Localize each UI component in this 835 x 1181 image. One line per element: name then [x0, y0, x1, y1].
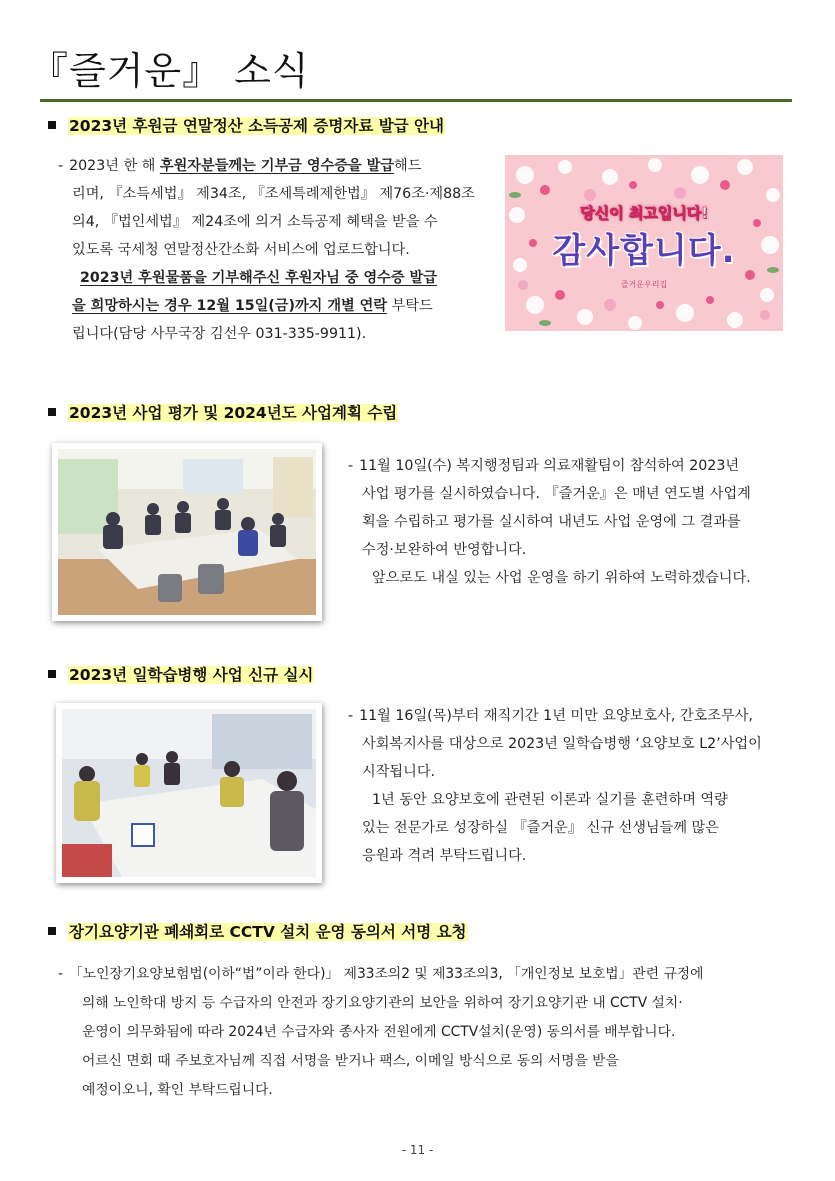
- paragraph-line: - 「노인장기요양보험법(이하“법”이라 한다)」 제33조의2 및 제33조의3, 「개인정보 보호법」관련 규정에: [58, 966, 704, 982]
- page-number: - 11 -: [401, 1143, 434, 1157]
- paragraph-line: 획을 수립하고 평가를 실시하여 내년도 사업 운영에 그 결과를: [362, 514, 741, 530]
- evaluation-paragraph: [348, 452, 751, 592]
- paragraph-line: 수정·보완하여 반영합니다.: [362, 542, 527, 558]
- paragraph-line: 리며, 『소득세법』 제34조, 『조세특례제한법』 제76조·제88조: [72, 186, 475, 202]
- section-heading-text: 장기요양기관 폐쇄회로 CCTV 설치 운영 동의서 서명 요청: [69, 923, 467, 941]
- paragraph-line: 사업 평가를 실시하였습니다. 『즐거운』은 매년 연도별 사업계: [362, 486, 751, 502]
- paragraph-line: 운영이 의무화됨에 따라 2024년 수급자와 종사자 전원에게 CCTV설치(운영) 동의서를 배부합니다.: [82, 1024, 676, 1040]
- paragraph-line: 의해 노인학대 방지 등 수급자의 안전과 장기요양기관의 보안을 위하여 장기요양기관 내 CCTV 설치·: [82, 995, 683, 1011]
- bold-underline-text: 2023년 후원물품을 기부해주신 후원자님 중 영수증 발급: [80, 270, 437, 286]
- paragraph-line: 있는 전문가로 성장하실 『즐거운』 신규 선생님들께 많은: [362, 820, 719, 836]
- paragraph-line: - 2023년 한 해 후원자분들께는 기부금 영수증을 발급해드: [58, 158, 422, 174]
- section-heading-donation: [48, 114, 445, 136]
- square-bullet-icon: [48, 670, 56, 678]
- section-heading-text: 2023년 사업 평가 및 2024년도 사업계획 수립: [69, 404, 398, 422]
- section-heading-text: 2023년 후원금 연말정산 소득공제 증명자료 발급 안내: [69, 117, 444, 135]
- donation-paragraph: [58, 152, 475, 348]
- square-bullet-icon: [48, 121, 56, 129]
- paragraph-line: 시작됩니다.: [362, 764, 436, 780]
- page-title: 『즐거운』 소식: [30, 49, 310, 93]
- paragraph-line: - 11월 16일(목)부터 재직기간 1년 미만 요양보호사, 간호조무사,: [348, 708, 753, 724]
- meeting-photo: [52, 443, 322, 621]
- paragraph-line: 1년 동안 요양보호에 관련된 이론과 실기를 훈련하며 역량: [372, 792, 728, 808]
- paragraph-line: [58, 264, 475, 292]
- banner-title: 감사합니다.: [552, 231, 736, 271]
- thank-you-banner: [505, 155, 783, 331]
- square-bullet-icon: [48, 408, 56, 416]
- section-heading-cctv: [48, 920, 468, 942]
- paragraph-line: - 11월 10일(수) 복지행정팀과 의료재활팀이 참석하여 2023년: [348, 458, 740, 474]
- section-heading-worklearning: [48, 663, 314, 685]
- square-bullet-icon: [48, 927, 56, 935]
- worklearning-paragraph: [348, 702, 762, 870]
- paragraph-line: 을 희망하시는 경우 12월 15일(금)까지 개별 연락 부탁드: [72, 298, 433, 314]
- paragraph-line: 응원과 격려 부탁드립니다.: [362, 848, 527, 864]
- bold-underline-text: 후원자분들께는 기부금 영수증을 발급: [159, 158, 394, 174]
- paragraph-line: 립니다(담당 사무국장 김선우 031-335-9911).: [72, 326, 367, 342]
- title-divider: [40, 99, 792, 102]
- paragraph-line: 있도록 국세청 연말정산간소화 서비스에 업로드합니다.: [72, 242, 410, 258]
- bold-underline-text: 을 희망하시는 경우 12월 15일(금)까지 개별 연락: [72, 298, 388, 314]
- section-heading-text: 2023년 일학습병행 사업 신규 실시: [69, 666, 314, 684]
- banner-signature: 즐거운우리집: [620, 280, 668, 289]
- training-photo: [56, 703, 322, 883]
- cctv-paragraph: [58, 960, 703, 1105]
- paragraph-line: 예정이오니, 확인 부탁드립니다.: [82, 1082, 273, 1098]
- paragraph-line: 앞으로도 내실 있는 사업 운영을 하기 위하여 노력하겠습니다.: [372, 570, 751, 586]
- section-heading-evaluation: [48, 401, 398, 423]
- paragraph-line: 의4, 『법인세법』 제24조에 의거 소득공제 혜택을 받을 수: [72, 214, 438, 230]
- banner-subtitle: 당신이 최고입니다!: [580, 204, 708, 222]
- paragraph-line: 어르신 면회 때 주보호자님께 직접 서명을 받거나 팩스, 이메일 방식으로 동의 서명을 받을: [82, 1053, 619, 1069]
- paragraph-line: 사회복지사를 대상으로 2023년 일학습병행 ‘요양보호 L2’사업이: [362, 736, 762, 752]
